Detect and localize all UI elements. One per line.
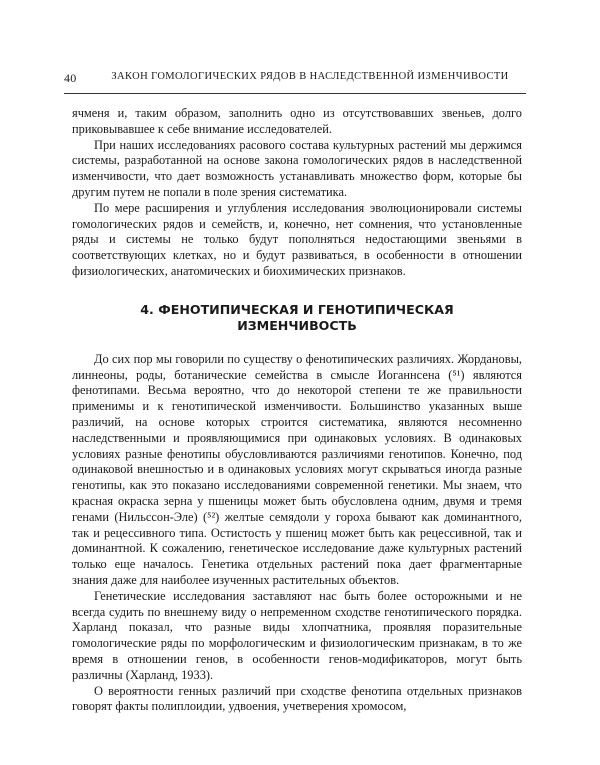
body-paragraph: При наших исследованиях расового состава культурных растений мы держимся системы, разработанной на основе закона гомологических рядов в наследственной изменчивости, что дает возможность устанавливать множество форм, которые бы другим путем не попали в поле зрения систематика. xyxy=(72,137,522,199)
running-title: ЗАКОН ГОМОЛОГИЧЕСКИХ РЯДОВ В НАСЛЕДСТВЕННОЙ ИЗМЕНЧИВОСТИ xyxy=(111,71,509,82)
body-paragraph: ячменя и, таким образом, заполнить одно из отсутствовавших звеньев, долго приковывавшее к себе внимание исследователей. xyxy=(72,106,522,136)
header-rule xyxy=(64,93,526,94)
body-paragraph: По мере расширения и углубления исследования эволюционировали системы гомологических рядов и семейств, и, конечно, нет сомнения, что установленные ряды и системы не только будут пополняться недостающими звеньями в соответствующих клетках, но и будут развиваться, в особенности в отношении физиологических, анатомических и биохимических признаков. xyxy=(72,200,522,278)
running-head xyxy=(64,71,526,89)
body-paragraph: До сих пор мы говорили по существу о фенотипических различиях. Жордановы, линнеоны, роды, ботанические семейства в смысле Иоганнсена (⁵¹) являются фенотипами. Весьма вероятно, что до некоторой степени те же правильности применимы и к генотипической изменчивости. Большинство указанных выше различий, на основе которых строится систематика, являются несомненно наследственными и проявляющимися при одинаковых условиях. В одинаковых условиях разные фенотипы обусловливаются различиями генотипов. Конечно, под одинаковой внешностью и в одинаковых условиях могут скрываться иногда разные генотипы, как это показано исследованиями современной генетики. Мы знаем, что красная окраска зерна у пшеницы может быть обусловлена одним, двумя и тремя генами (Нильссон-Эле) (⁵²) желтые семядоли у гороха бывают как доминантного, так и рецессивного типа. Остистость у пшениц может быть как рецессивной, так и доминантной. К сожалению, генетическое исследование даже культурных растений только еще началось. Генетика отдельных растений пока дает фрагментарные знания даже для наиболее изученных растительных объектов. xyxy=(72,351,522,587)
body-paragraph: О вероятности генных различий при сходстве фенотипа отдельных признаков говорят факты полиплоидии, удвоения, учетверения хромосом, xyxy=(72,683,522,714)
section-heading-line: ИЗМЕНЧИВОСТЬ xyxy=(237,317,357,333)
page-number: 40 xyxy=(64,71,77,85)
section-heading xyxy=(72,302,522,334)
body-paragraph: Генетические исследования заставляют нас быть более осторожными и не всегда судить по внешнему виду о непременном сходстве генотипического порядка. Харланд показал, что разные виды хлопчатника, проявляя поразительные гомологические ряды по морфологическим и физиологическим признакам, в то же время в отношении генов, в особенности генов-модификаторов, могут быть различны (Харланд, 1933). xyxy=(72,588,522,682)
page-body xyxy=(72,106,522,715)
section-heading-line: 4. ФЕНОТИПИЧЕСКАЯ И ГЕНОТИПИЧЕСКАЯ xyxy=(140,301,454,317)
